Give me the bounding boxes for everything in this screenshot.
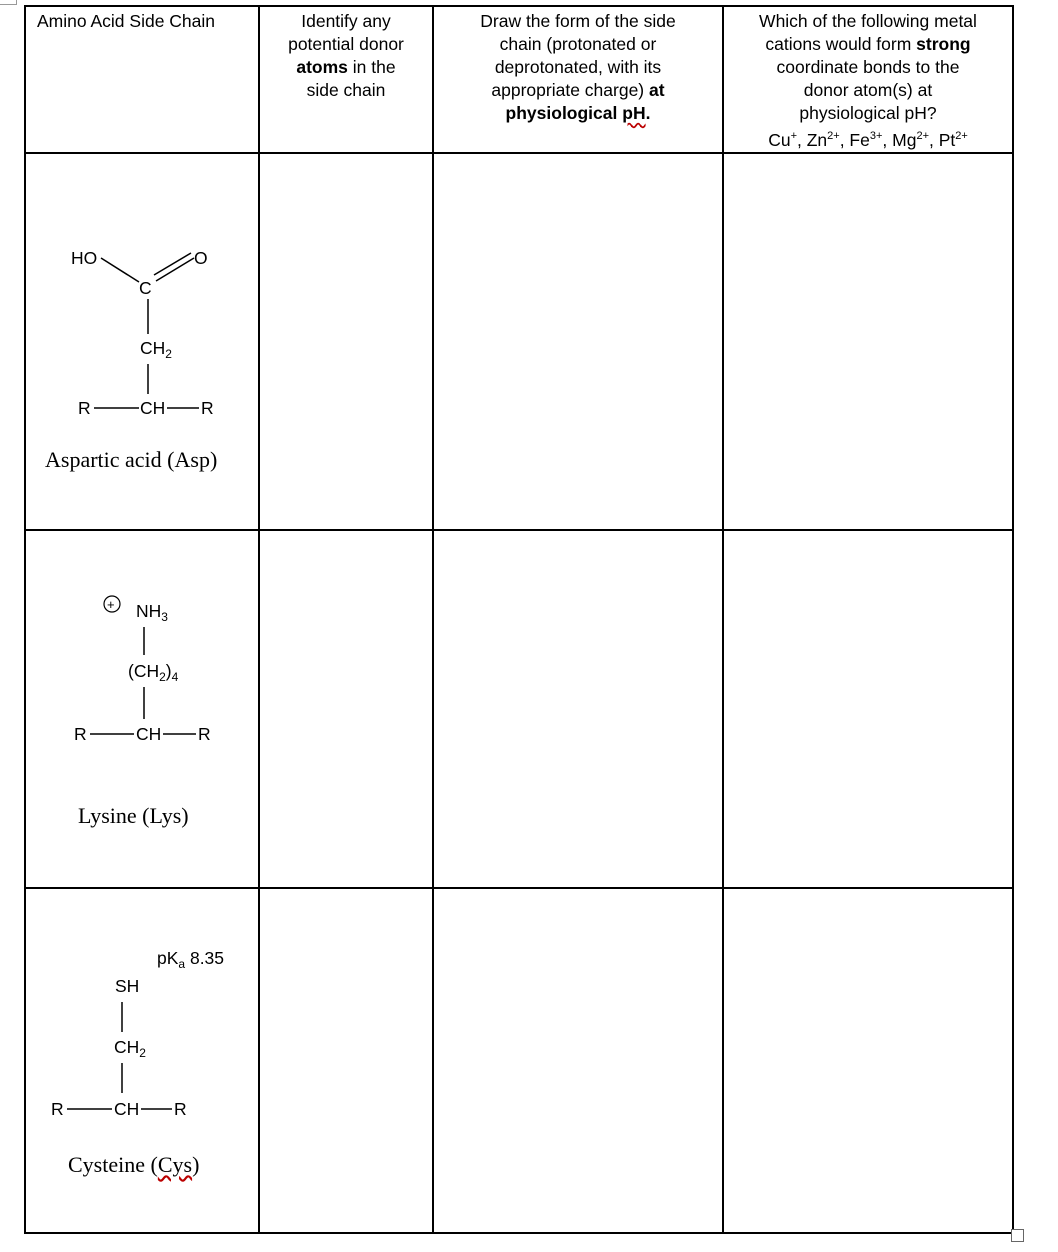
header-side-chain-text: Amino Acid Side Chain xyxy=(37,11,216,31)
row-cysteine xyxy=(25,888,1013,1233)
asp-ch-label: CH xyxy=(140,397,166,418)
header-draw-line1: Draw the form of the side xyxy=(480,11,676,31)
cys-r-left-label: R xyxy=(51,1098,64,1119)
asp-co-bond-1 xyxy=(156,258,194,281)
header-row xyxy=(25,6,1013,153)
header-metal-line3: coordinate bonds to the xyxy=(776,57,960,77)
asp-structure-cell xyxy=(25,153,259,530)
cys-structure-diagram xyxy=(26,889,260,1232)
cys-name: Cysteine (Cys) xyxy=(68,1151,200,1177)
header-cation-list: Cu+, $Zn^{2+}$, $Fe^{3+}$, $Mg^{2+}$, $Pt^{2+}$ xyxy=(768,129,968,150)
lys-structure-cell xyxy=(25,530,259,888)
amino-acid-table xyxy=(24,5,1014,1234)
cys-metal-cations-cell[interactable] xyxy=(723,888,1013,1233)
header-donor-atoms xyxy=(259,6,433,153)
lys-metal-cations-cell[interactable] xyxy=(723,530,1013,888)
header-draw-physiological-bold: physiological xyxy=(505,103,623,123)
header-draw-ph-bold: pH xyxy=(622,103,646,123)
header-metal-strong-bold: strong xyxy=(916,34,971,54)
cys-pka-label: $pK_a$ 8.35 xyxy=(157,947,225,971)
header-donor-line1: Identify any xyxy=(301,11,391,31)
cys-donor-atoms-cell[interactable] xyxy=(259,888,433,1233)
header-metal-cations xyxy=(723,6,1013,153)
cys-structure-cell xyxy=(25,888,259,1233)
asp-r-right-label: R xyxy=(201,397,214,418)
asp-ho-label: HO xyxy=(71,247,98,268)
asp-ch2-label: $CH_2$ xyxy=(140,337,172,361)
header-draw-line3: deprotonated, with its xyxy=(494,57,662,77)
row-lysine xyxy=(25,530,1013,888)
corner-mark xyxy=(0,0,17,5)
cys-ch-label: CH xyxy=(114,1098,140,1119)
lys-name: Lysine (Lys) xyxy=(78,802,189,828)
cys-sh-label: SH xyxy=(115,975,140,996)
lys-structure-diagram xyxy=(26,531,260,887)
asp-metal-cations-cell[interactable] xyxy=(723,153,1013,530)
row-aspartic-acid xyxy=(25,153,1013,530)
header-draw-line2: chain (protonated or xyxy=(499,34,657,54)
asp-o-label: O xyxy=(194,247,208,268)
asp-ho-bond xyxy=(101,258,139,282)
asp-c-label: C xyxy=(139,277,152,298)
lys-r-left-label: R xyxy=(74,723,87,744)
lys-ch-label: CH xyxy=(136,723,162,744)
cys-r-right-label: R xyxy=(174,1098,187,1119)
header-draw-form xyxy=(433,6,723,153)
end-of-page-marker xyxy=(1011,1229,1024,1242)
lys-nh3-label: $NH_3$ xyxy=(136,600,168,624)
header-metal-line2: cations would form xyxy=(765,34,917,54)
header-metal-line1: Which of the following metal xyxy=(759,11,977,31)
cys-ch2-label: $CH_2$ xyxy=(114,1036,146,1060)
asp-donor-atoms-cell[interactable] xyxy=(259,153,433,530)
asp-r-left-label: R xyxy=(78,397,91,418)
header-metal-line5: physiological pH? xyxy=(799,103,937,123)
cys-draw-form-cell[interactable] xyxy=(433,888,723,1233)
header-side-chain xyxy=(25,6,259,153)
header-metal-line4: donor atom(s) at xyxy=(803,80,933,100)
header-draw-at-bold: at xyxy=(649,80,665,100)
lys-chain-label: $(CH_2)_4$ xyxy=(128,660,179,684)
lys-charge-label: + xyxy=(107,596,115,612)
lys-draw-form-cell[interactable] xyxy=(433,530,723,888)
lys-r-right-label: R xyxy=(198,723,211,744)
asp-name: Aspartic acid (Asp) xyxy=(45,446,218,472)
header-draw-period: . xyxy=(645,103,651,123)
header-donor-line4: side chain xyxy=(306,80,386,100)
header-donor-atoms-bold: atoms xyxy=(296,57,348,77)
header-donor-line2: potential donor xyxy=(288,34,404,54)
lys-donor-atoms-cell[interactable] xyxy=(259,530,433,888)
header-draw-line4: appropriate charge) xyxy=(491,80,650,100)
asp-draw-form-cell[interactable] xyxy=(433,153,723,530)
header-donor-line3: in the xyxy=(347,57,396,77)
